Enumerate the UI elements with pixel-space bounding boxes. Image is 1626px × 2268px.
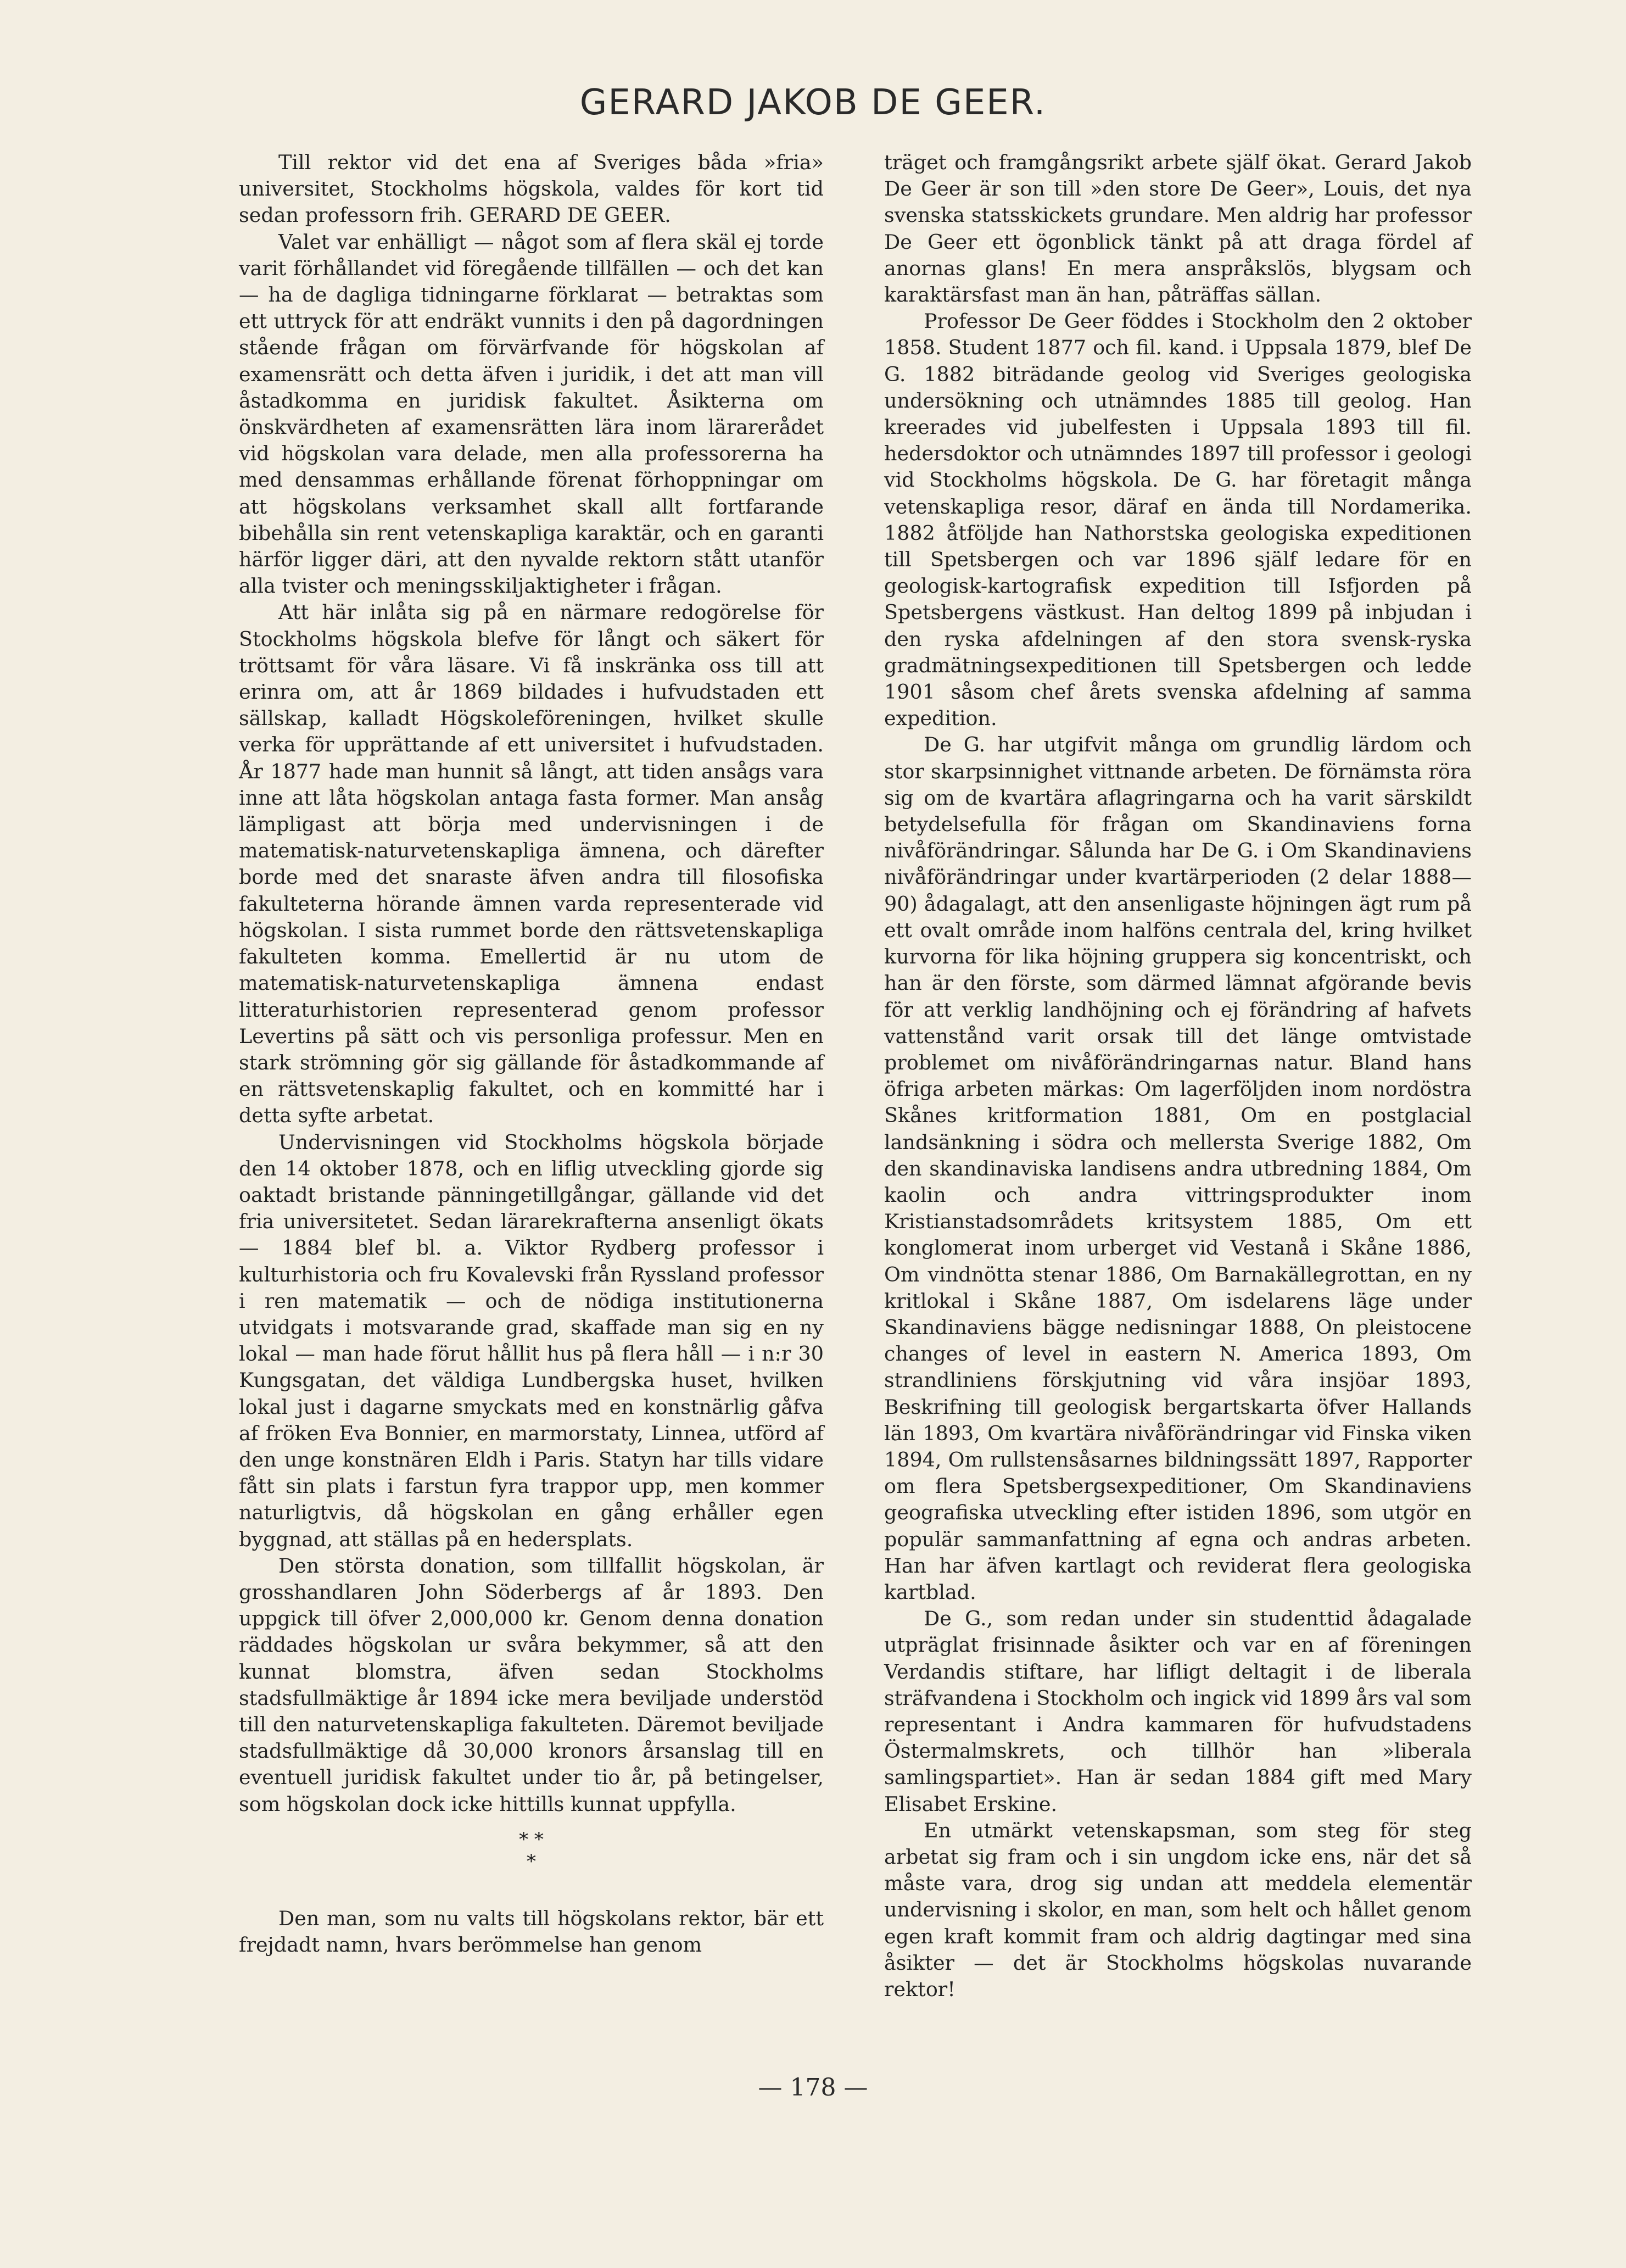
- paragraph: Undervisningen vid Stockholms högskola började den 14 oktober 1878, och en liflig utveckling gjorde sig oaktadt bristande pänningetillgångar, gällande vid det fria universitetet. Sedan lärarekrafterna ansenligt ökats — 1884 blef bl. a. Viktor Rydberg professor i kulturhistoria och fru Kovalevski från Ryssland professor i ren matematik — och de nödiga institutionerna utvidgats i motsvarande grad, skaffade man sig en ny lokal — man hade förut hållit hus på flera håll — i n:r 30 Kungsgatan, det väldiga Lundbergska huset, hvilken lokal just i dagarne smyckats med en konstnärlig gåfva af fröken Eva Bonnier, en marmorstaty, Linnea, utförd af den unge konstnären Eldh i Paris. Statyn har tills vidare fått sin plats i farstun fyra trappor upp, men kommer naturligtvis, då högskolan en gång erhåller egen byggnad, att ställas på en hedersplats.: [239, 1130, 824, 1551]
- separator-stars-top: * *: [519, 1828, 544, 1851]
- paragraph: De G., som redan under sin studenttid ådagalade utpräglat frisinnade åsikter och var en af föreningen Verdandis stiftare, har lifligt deltagit i de liberala sträfvandena i Stockholm och ingick vid 1899 års val som representant i Andra kammaren för hufvudstadens Östermalmskrets, och tillhör han »liberala samlingspartiet». Han är sedan 1884 gift med Mary Elisabet Erskine.: [884, 1607, 1472, 1816]
- right-column: [884, 149, 1472, 2003]
- paragraph: Den man, som nu valts till högskolans rektor, bär ett frejdadt namn, hvars berömmelse han genom: [239, 1906, 824, 1957]
- paragraph: Valet var enhälligt — något som af flera skäl ej torde varit förhållandet vid föregående tillfällen — och det kan — ha de dagliga tidningarne förklarat — betraktas som ett uttryck för att endräkt vunnits i den på dagordningen stående frågan om förvärfvande för högskolan af examensrätt och detta äfven i juridik, i det att man vill åstadkomma en juridisk fakultet. Åsikterna om önskvärdheten af examensrätten lära inom lärarerådet vid högskolan vara delade, men alla professorerna ha med densammas erhållande förenat förhoppningar om att högskolans verksamhet skall allt fortfarande bibehålla sin rent vetenskapliga karaktär, och en garanti härför ligger däri, att den nyvalde rektorn stått utanför alla tvister och meningsskiljaktigheter i frågan.: [239, 230, 824, 598]
- paragraph: Den största donation, som tillfallit högskolan, är grosshandlaren John Söderbergs af år 1893. Den uppgick till öfver 2,000,000 kr. Genom denna donation räddades högskolan ur svåra bekymmer, så att den kunnat blomstra, äfven sedan Stockholms stadsfullmäktige år 1894 icke mera beviljade understöd till den naturvetenskapliga fakulteten. Däremot beviljade stadsfullmäktige då 30,000 kronors årsanslag till en eventuell juridisk fakultet under tio år, på betingelser, som högskolan dock icke hittills kunnat uppfylla.: [239, 1553, 824, 1816]
- paragraph: En utmärkt vetenskapsman, som steg för steg arbetat sig fram och i sin ungdom icke ens, när det så måste vara, drog sig undan att meddela elementär undervisning i skolor, en man, som helt och hållet genom egen kraft kommit fram och aldrig dagtingar med sina åsikter — det är Stockholms högskolas nuvarande rektor!: [884, 1818, 1472, 2002]
- paragraph: Professor De Geer föddes i Stockholm den 2 oktober 1858. Student 1877 och fil. kand. i Uppsala 1879, blef De G. 1882 biträdande geolog vid Sveriges geologiska undersökning och utnämndes 1885 till geolog. Han kreerades vid jubelfesten i Uppsala 1893 till fil. hedersdoktor och utnämndes 1897 till professor i geologi vid Stockholms högskola. De G. har företagit många vetenskapliga resor, däraf en ända till Nordamerika. 1882 åtföljde han Nathorstska geologiska expeditionen till Spetsbergen och var 1896 själf ledare för en geologisk-kartografisk expedition till Isfjorden på Spetsbergens västkust. Han deltog 1899 på inbjudan i den ryska afdelningen af den stora svensk-ryska gradmätningsexpeditionen till Spetsbergen och ledde 1901 såsom chef årets svenska afdelning af samma expedition.: [884, 309, 1472, 731]
- left-column: [239, 149, 824, 1958]
- paragraph: De G. har utgifvit många om grundlig lärdom och stor skarpsinnighet vittnande arbeten. De förnämsta röra sig om de kvartära aflagringarna och ha varit särskildt betydelsefulla för frågan om Skandinaviens forna nivåförändringar. Sålunda har De G. i Om Skandinaviens nivåförändringar under kvartärperioden (2 delar 1888—90) ådagalagt, att den ansenligaste höjningen ägt rum på ett ovalt område inom halföns centrala del, kring hvilket kurvorna för lika höjning gruppera sig koncentriskt, och han är den förste, som därmed lämnat afgörande bevis för att verklig landhöjning och ej förändring af hafvets vattenstånd varit orsak till det länge omtvistade problemet om nivåförändringarnas natur. Bland hans öfriga arbeten märkas: Om lagerföljden inom nordöstra Skånes kritformation 1881, Om en postglacial landsänkning i södra och mellersta Sverige 1882, Om den skandinaviska landisens andra utbredning 1884, Om kaolin och andra vittringsprodukter inom Kristianstadsområdets kritsystem 1885, Om ett konglomerat inom urberget vid Vestanå i Skåne 1886, Om vindnötta stenar 1886, Om Barnakällegrottan, en ny kritlokal i Skåne 1887, Om isdelarens läge under Skandinaviens bägge nedisningar 1888, On pleistocene changes of level in eastern N. America 1893, Om strandliniens förskjutning vid våra insjöar 1893, Beskrifning till geologisk bergartskarta öfver Hallands län 1893, Om kvartära nivåförändringar vid Finska viken 1894, Om rullstensåsarnes bildningssätt 1897, Rapporter om flera Spetsbergsexpeditioner, Om Skandinaviens geografiska utveckling efter istiden 1896, som utgör en populär sammanfattning af egna och andras arbeten. Han har äfven kartlagt och reviderat flera geologiska kartblad.: [884, 733, 1472, 1604]
- page-number: — 178 —: [758, 2074, 868, 2102]
- paragraph: Till rektor vid det ena af Sveriges båda »fria» universitet, Stockholms högskola, valdes för kort tid sedan professorn frih. GERARD DE GEER.: [239, 151, 824, 227]
- section-separator: [239, 1829, 824, 1873]
- paragraph: träget och framgångsrikt arbete själf ökat. Gerard Jakob De Geer är son till »den store De Geer», Louis, det nya svenska statsskickets grundare. Men aldrig har professor De Geer ett ögonblick tänkt på att draga fördel af anornas glans! En mera anspråkslös, blygsam och karaktärsfast man än han, påträffas sällan.: [884, 151, 1472, 307]
- article-title: GERARD JAKOB DE GEER.: [579, 82, 1047, 123]
- separator-stars-bottom: *: [527, 1850, 536, 1873]
- paragraph: Att här inlåta sig på en närmare redogörelse för Stockholms högskola blefve för långt och säkert för tröttsamt för våra läsare. Vi få inskränka oss till att erinra om, att år 1869 bildades i hufvudstaden ett sällskap, kalladt Högskoleföreningen, hvilket skulle verka för upprättande af ett universitet i hufvudstaden. År 1877 hade man hunnit så långt, att tiden ansågs vara inne att låta högskolan antaga fasta former. Man ansåg lämpligast att börja med undervisningen i de matematisk-naturvetenskapliga ämnena, och därefter borde med det snaraste äfven andra till filosofiska fakulteterna hörande ämnen varda representerade vid högskolan. I sista rummet borde den rättsvetenskapliga fakulteten komma. Emellertid är nu utom de matematisk-naturvetenskapliga ämnena endast litteraturhistorien representerad genom professor Levertins på sätt och vis personliga professur. Men en stark strömning gör sig gällande för åstadkommande af en rättsvetenskaplig fakultet, och en kommitté har i detta syfte arbetat.: [239, 600, 824, 1128]
